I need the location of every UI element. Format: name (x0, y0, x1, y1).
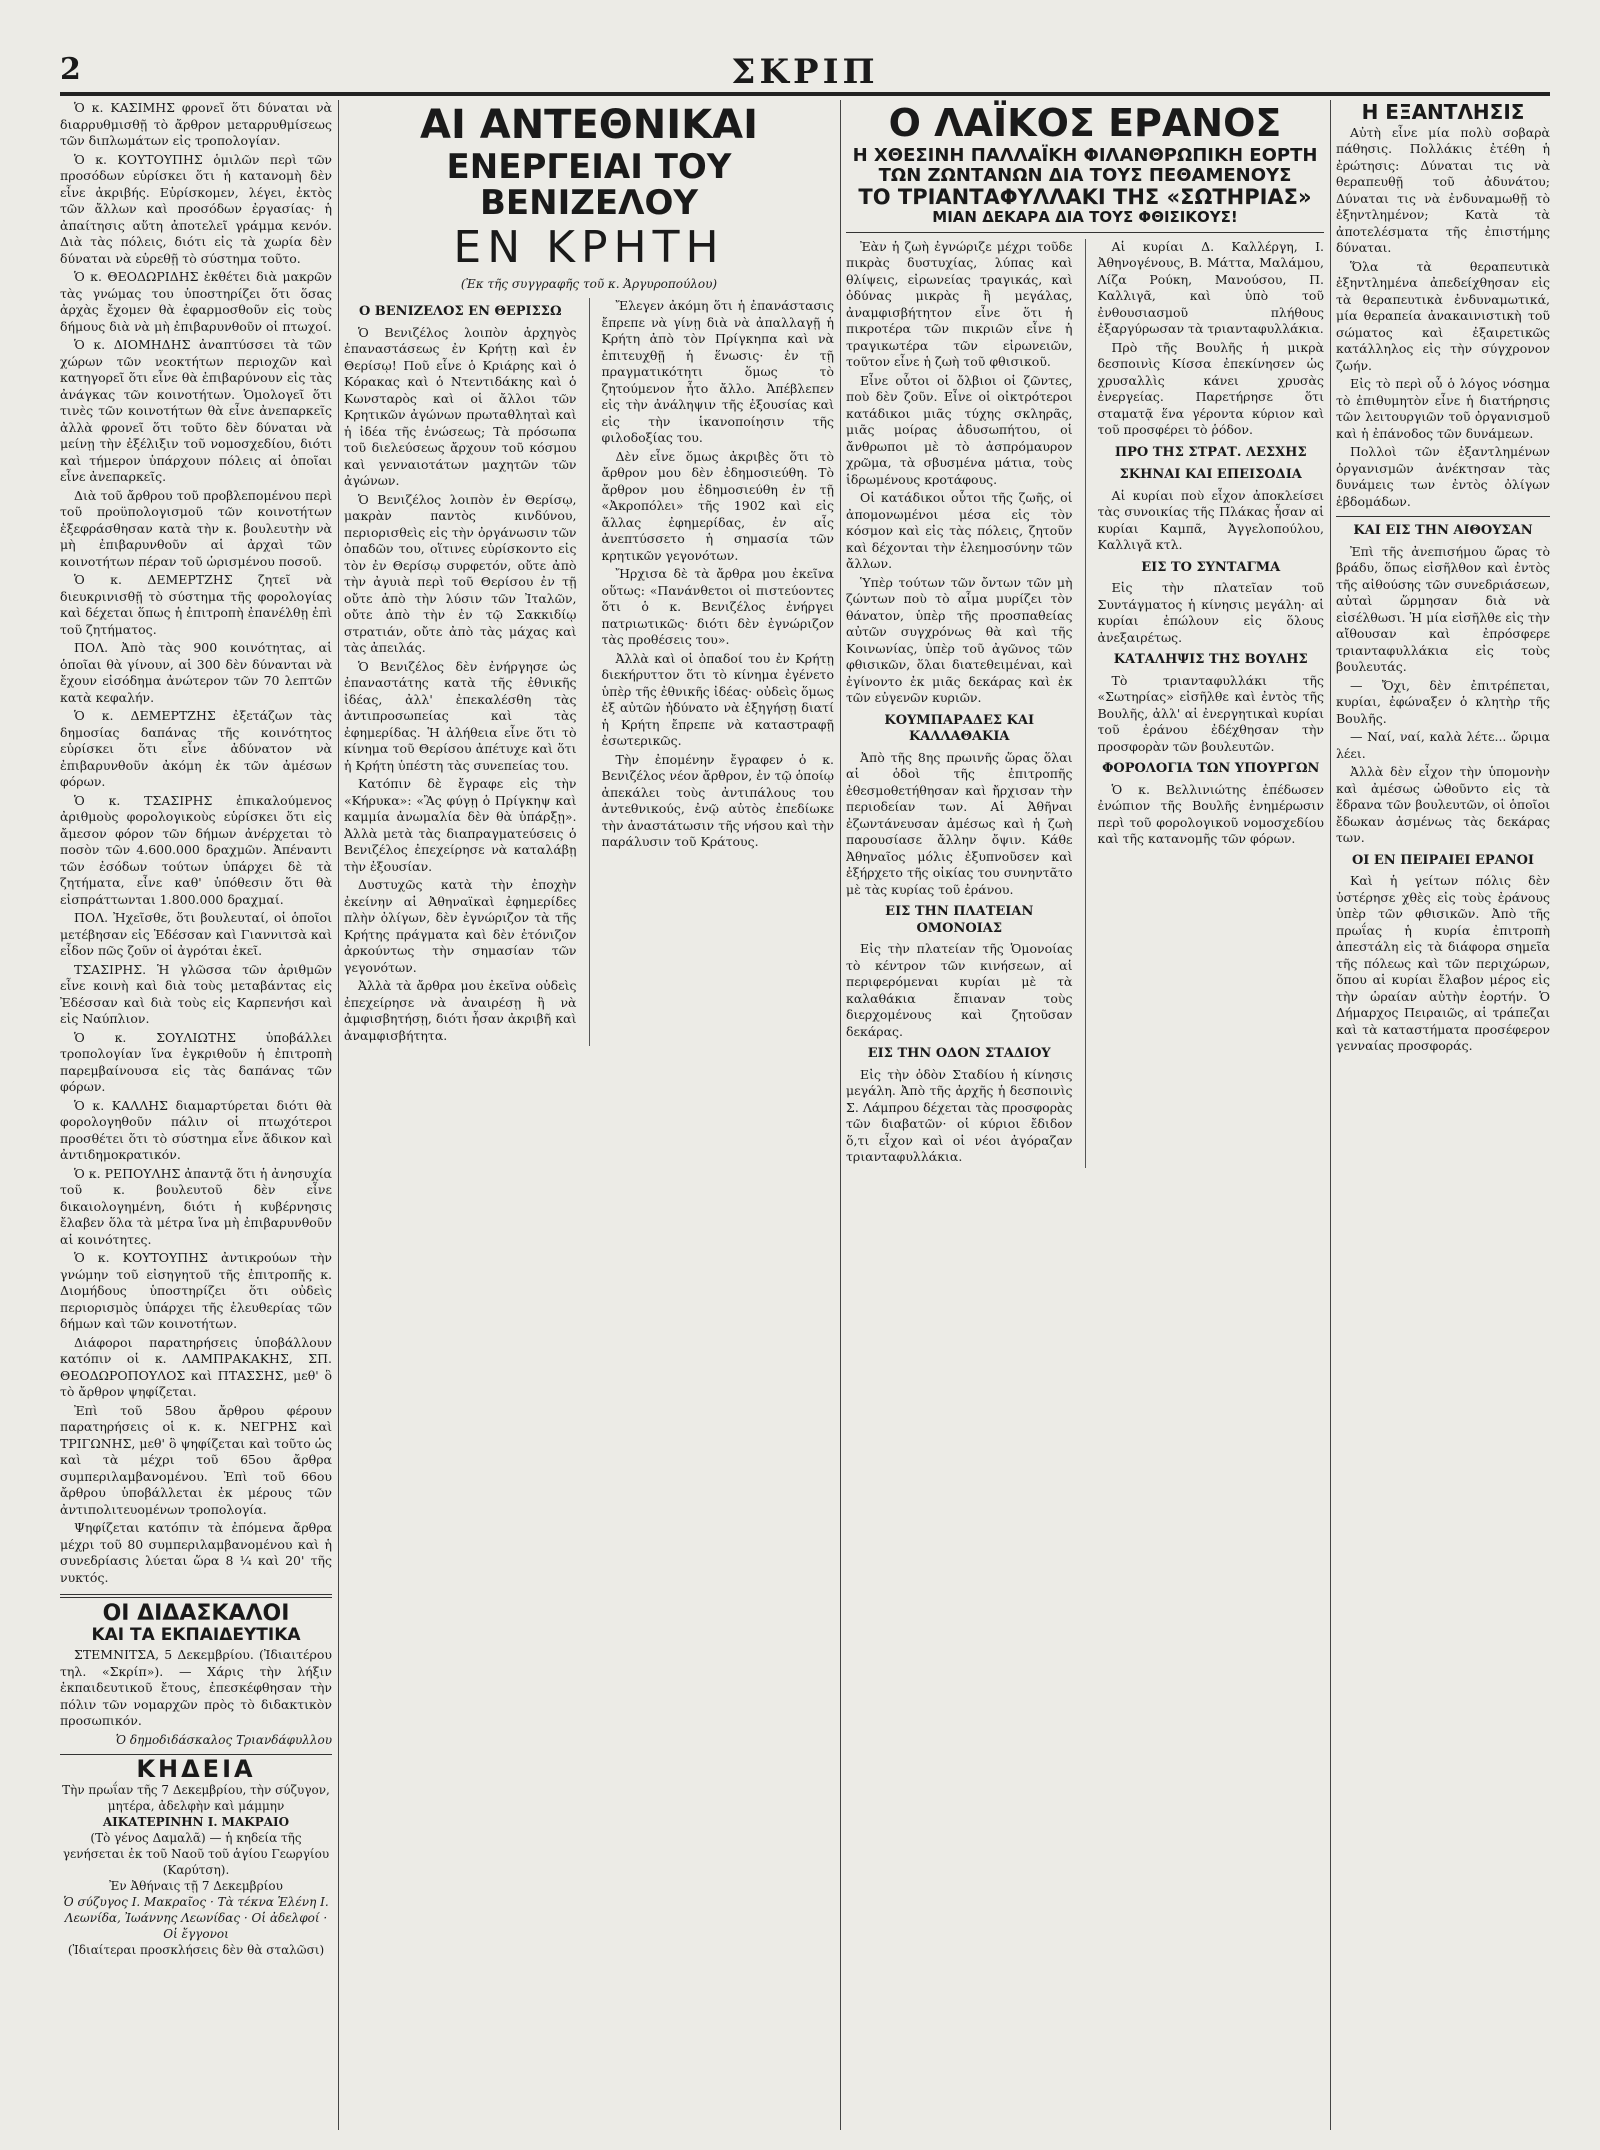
paragraph: Ἀλλὰ δὲν εἶχον τὴν ὑπομονὴν καὶ ἀμέσως ὠθοῦντο εἰς τὰ ἕδρανα τῶν βουλευτῶν, οἱ ὁποῖοι ἔδωκαν ἀσμένως τὰς δεκάρας των. (1336, 764, 1550, 845)
section-heading: ΚΟΥΜΠΑΡΑΔΕΣ ΚΑΙ ΚΑΛΛΑΘΑΚΙΑ (884, 712, 1035, 745)
paragraph: Τὸ τριανταφυλλάκι τῆς «Σωτηρίας» εἰσῆλθε καὶ ἐντὸς τῆς Βουλῆς, ἀλλ' αἱ ἐνεργητικαὶ κυρίαι τοῦ ἐράνου ἐδέχθησαν τὴν προσφορὰν τῶν βουλευτῶν. (1097, 672, 1324, 754)
paragraph: ΠΟΛ. Ἀπὸ τὰς 900 κοινότητας, αἱ ὁποῖαι θὰ γίνουν, αἱ 300 δὲν δύνανται νὰ ἔχουν εἰσόδημα ἀνώτερον τῶν 70 λεπτῶν κατὰ κεφαλήν. (60, 640, 332, 705)
paragraph: Ὅλα τὰ θεραπευτικὰ ἐξηντλημένα ἀπεδείχθησαν εἰς τὰ θεραπευτικὰ ἐνδυναμωτικά, μία θεραπεία ἀνακαινιστικὴ τοῦ σώματος καὶ ἐξαιρετικῶς κατάλληλος εἰς τὴν σύγχρονον ζωήν. (1336, 258, 1550, 373)
headline: Ο ΛΑΪΚΟΣ ΕΡΑΝΟΣ (888, 101, 1282, 145)
paragraph: Ὁ κ. ΣΟΥΛΙΩΤΗΣ ὑποβάλλει τροπολογίαν ἵνα ἐγκριθοῦν ἡ ἐπιτροπὴ παρεμβαίνουσα εἰς τὰς δαπάνας τῶν φόρων. (60, 1029, 332, 1094)
paragraph: Ὁ κ. ΚΟΥΤΟΥΠΗΣ ὁμιλῶν περὶ τῶν προσόδων εὑρίσκει ὅτι ἡ κατανομὴ δὲν εἶνε ἀκριβής. Εὑρίσκομεν, λέγει, ἐκτὸς τῶν ἄλλων καὶ προσόδων ἐργασίας· ἡ ἀπαίτησις αὕτη ἀποτελεῖ γράμμα κενόν. Διὰ τὰς πόλεις, διότι εἰς τὰ χωρία δὲν δύναται νὰ εὑρεθῇ τὸ σύστημα τοῦτο. (60, 151, 332, 266)
paragraph: Ὁ Βενιζέλος λοιπὸν ἐν Θερίσῳ, μακρὰν παντὸς κινδύνου, περιορισθεὶς εἰς τὴν ὀργάνωσιν τῶν ὀπαδῶν του, οἵτινες εὑρίσκοντο εἰς τὸν ἐν Θερίσῳ συρφετόν, οὔτε ἀπὸ τὴν ἀγυιὰ περὶ τοῦ Θερίσου ἐν τῇ οὔτε ἀπὸ τὴν λύσιν τῶν Ἰταλῶν, οὔτε ἀπὸ τὴν ἐν τῷ Σακκιδίῳ στρατιάν, οὔτε ἀπὸ τὰς μάχας καὶ τὰς ἀπειλάς. (344, 491, 577, 656)
paragraph: Αὐτὴ εἶνε μία πολὺ σοβαρὰ πάθησις. Πολλάκις ἐτέθη ἡ ἐρώτησις: Δύναται τις νὰ θεραπευθῇ τοῦ ἀδυνάτου; Δύναται τις νὰ ἐνδυναμωθῇ τὸ ἐξηντλημένον; Κατὰ τὰ ἀποτελέσματα τῆς ἐπιστήμης δύναται. (1336, 124, 1550, 255)
paragraph: Ὁ κ. ΔΙΟΜΗΔΗΣ ἀναπτύσσει τὰ τῶν χώρων τῶν νεοκτήτων περιοχῶν καὶ κατηγορεῖ ὅτι εἶνε θὰ ἐπιβαρύνουν εἰς τὰς ἀνάγκας τῶν κοινοτήτων. Ὁμολογεῖ ὅτι τινὲς τῶν κοινοτήτων θὰ εἶνε ἀνεπαρκεῖς ἀλλὰ φρονεῖ ὅτι τοῦτο δὲν δύναται νὰ μείνῃ τὴν ἐξέλιξιν τοῦ νομοσχεδίου, διότι καὶ τήμερον ὑπάρχουν πόλεις αἱ ὁποῖαι εἶνε ἀνεπαρκεῖς. (60, 337, 332, 484)
funeral-footer: (Ἰδιαίτεραι προσκλήσεις δὲν θὰ σταλῶσι) (67, 1942, 325, 1957)
section-heading: ΕΙΣ ΤΗΝ ΟΔΟΝ ΣΤΑΔΙΟΥ (867, 1046, 1051, 1062)
paper-name: ΣΚΡΙΠ (731, 52, 879, 92)
paragraph: Εἰς τὴν ὁδὸν Σταδίου ἡ κίνησις μεγάλη. Ἀπὸ τῆς ἀρχῆς ἡ δεσποινὶς Σ. Λάμπρου δέχεται τὰς προσφορὰς τῶν διαβατῶν· οἱ κύριοι ἔδιδον ὅ,τι εἶχον καὶ οἱ νέοι ἀγόραζαν τριανταφυλλάκια. (846, 1066, 1073, 1165)
headline: ΤΟ ΤΡΙΑΝΤΑΦΥΛΛΑΚΙ ΤΗΣ «ΣΩΤΗΡΙΑΣ» (858, 184, 1312, 209)
section-heading: ΦΟΡΟΛΟΓΙΑ ΤΩΝ ΥΠΟΥΡΓΩΝ (1102, 761, 1320, 777)
paragraph: Οἱ κατάδικοι οὗτοι τῆς ζωῆς, οἱ ἀπομονωμένοι μέσα εἰς τὸν κόσμον καὶ εἰς τὰς πόλεις, ζητοῦν καὶ δέχονται τὴν ἐλεημοσύνην τῶν ἄλλων. (846, 490, 1073, 572)
funeral-heading: ΚΗΔΕΙΑ (136, 1755, 256, 1783)
paragraph: Ἐπὶ τῆς ἀνεπισήμου ὥρας τὸ βράδυ, ὅπως εἰσῆλθον καὶ ἐντὸς τῆς αἰθούσης τῶν συνεδριάσεων, αὐταὶ ὥρμησαν διὰ νὰ εἰσέλθωσι. Ἡ μία εἰσῆλθε εἰς τὴν αἴθουσαν καὶ ἐπρόσφερε τριανταφυλλάκια εἰς τοὺς βουλευτάς. (1336, 543, 1550, 674)
page-number: 2 (60, 52, 81, 87)
column-divider (338, 100, 339, 2130)
paragraph: Δυστυχῶς κατὰ τὴν ἐποχὴν ἐκείνην αἱ Ἀθηναϊκαὶ ἐφημερίδες πλὴν ὀλίγων, δὲν ἐγνώριζον τὰ τῆς Κρήτης πράγματα καὶ δὲν ἐτόνιζον ἀρκούντως τὴν σημασίαν τῶν γεγονότων. (344, 877, 577, 975)
column-charity (846, 100, 1324, 2130)
paragraph: Ἔλεγεν ἀκόμη ὅτι ἡ ἐπανάστασις ἔπρεπε νὰ γίνῃ διὰ νὰ ἀπαλλαγῇ ἡ Κρήτη ἀπὸ τὸν Πρίγκηπα καὶ νὰ ἐπιτευχθῇ ἡ ἕνωσις· ἐν τῇ πραγματικότητι ὅμως τὸ ζητούμενον ἦτο ἄλλο. Ἀπέβλεπεν εἰς τὴν ἀνάληψιν τῆς ἐξουσίας καὶ εἰς τὴν ἱκανοποίησιν τῆς φιλοδοξίας του. (601, 298, 834, 446)
paragraph: Ὁ κ. ΡΕΠΟΥΛΗΣ ἀπαντᾷ ὅτι ἡ ἀνησυχία τοῦ κ. βουλευτοῦ δὲν εἶνε δικαιολογημένη, διότι ἡ κυβέρνησις ἔλαβεν ὅλα τὰ μέτρα ἵνα μὴ ἐπιβαρυνθοῦν αἱ κοινότητες. (60, 1165, 332, 1247)
masthead (60, 52, 1550, 90)
byline: (Ἐκ τῆς συγγραφῆς τοῦ κ. Ἀργυροπούλου) (460, 276, 718, 291)
headline: ΤΩΝ ΖΩΝΤΑΝΩΝ ΔΙΑ ΤΟΥΣ ΠΕΘΑΜΕΝΟΥΣ (878, 165, 1292, 187)
headline: ΜΙΑΝ ΔΕΚΑΡΑ ΔΙΑ ΤΟΥΣ ΦΘΙΣΙΚΟΥΣ! (932, 208, 1238, 227)
paragraph: Ὁ κ. ΘΕΟΔΩΡΙΔΗΣ ἐκθέτει διὰ μακρῶν τὰς γνώμας του ὑποστηρίζει ὅτι ὅσας ἀρχὰς ἔχομεν θὰ ἐφαρμοσθοῦν εἰς τοὺς δήμους διὰ νὰ μὴ ἐπιβαρυνθοῦν οἱ πτωχοί. (60, 269, 332, 334)
paragraph: Ὁ κ. Βελλινιώτης ἐπέδωσεν ἐνώπιον τῆς Βουλῆς ἐνημέρωσιν περὶ τοῦ φορολογικοῦ νομοσχεδίου καὶ τῆς κατανομῆς τῶν φόρων. (1097, 781, 1324, 847)
paragraph: Ὁ κ. ΚΟΥΤΟΥΠΗΣ ἀντικρούων τὴν γνώμην τοῦ εἰσηγητοῦ τῆς ἐπιτροπῆς κ. Διομήδους ὑποστηρίζει ὅτι οὐδεὶς περιορισμὸς ὑπάρχει τῆς ἐλευθερίας τῶν δήμων καὶ τῶν κοινοτήτων. (60, 1250, 332, 1331)
inner-divider (1085, 239, 1086, 1168)
headline: ΑΙ ΑΝΤΕΘΝΙΚΑΙ (419, 102, 758, 148)
paragraph: — Ναί, ναί, καλὰ λέτε... ὥριμα λέει. (1336, 729, 1550, 761)
paragraph: ΤΣΑΣΙΡΗΣ. Ἡ γλῶσσα τῶν ἀριθμῶν εἶνε κοινὴ καὶ διὰ τοὺς μεταβάντας εἰς Ἐδέσσαν καὶ διὰ τοὺς εἰς Καρπενήσι καὶ εἰς Ναύπλιον. (60, 961, 332, 1026)
paragraph: Τὴν ἐπομένην ἔγραφεν ὁ κ. Βενιζέλος νέον ἄρθρον, ἐν τῷ ὁποίῳ ἀπεκάλει τοὺς ἀντιπάλους του ἀντεθνικούς, ἐνῷ αὐτὸς ἐπεδίωκε τὴν ἀναστάτωσιν τῆς νήσου καὶ τὴν παράλυσιν τοῦ Κράτους. (601, 751, 834, 850)
paragraph: Ὁ κ. ΚΑΣΙΜΗΣ φρονεῖ ὅτι δύναται νὰ διαρρυθμισθῇ τὸ ἄρθρον μεταρρυθμίσεως τῶν διπλωμάτων εἰς τροπολογίαν. (60, 100, 332, 148)
paragraph: Διὰ τοῦ ἄρθρου τοῦ προβλεπομένου περὶ τοῦ προϋπολογισμοῦ τῶν κοινοτήτων ἐξεφράσθησαν κατὰ τὴν κ. βουλευτὴν νὰ μὴ ἐπιβαρυνθοῦν αἱ ἀρχαὶ τῶν κοινοτήτων πέραν τοῦ ὡρισμένου ποσοῦ. (60, 487, 332, 569)
funeral-name: ΑΙΚΑΤΕΡΙΝΗΝ Ι. ΜΑΚΡΑΙΟ (102, 1814, 290, 1829)
paragraph: ΠΟΛ. Ἠχεῖσθε, ὅτι βουλευταί, οἱ ὁποῖοι μετέβησαν εἰς Ἐδέσσαν καὶ Γιαννιτσὰ καὶ εἶδον πῶς ζοῦν οἱ ἀγρόται ἐκεῖ. (60, 910, 332, 958)
column-parliament (60, 100, 332, 2130)
paragraph: Εἶνε οὗτοι οἱ ὄλβιοι οἱ ζῶντες, ποὺ δὲν ζοῦν. Εἶνε οἱ οἰκτρότεροι κατάδικοι μιᾶς τύχης σκληρᾶς, μιᾶς μοίρας ἀδυσωπήτου, οἱ ἄνθρωποι μὲ τὸ ἀσπρόμαυρον χρῶμα, τὰ σβυσμένα μάτια, τοὺς ἱδρωμένους κροτάφους. (846, 372, 1073, 487)
masthead-rule (60, 92, 1550, 96)
teachers-signature: Ὁ δημοδιδάσκαλος Τριανδάφυλλου (115, 1732, 332, 1747)
paragraph: Ἐὰν ἡ ζωὴ ἐγνώριζε μέχρι τοῦδε πικρὰς δυστυχίας, λύπας καὶ θλίψεις, εἰρωνείας τραγικάς, καὶ ὀδύνας μικρὰς ἢ μεγάλας, ἀναμφισβήτητον εἶνε ὅτι ἡ πικροτέρα τῶν πικριῶν εἶνε ἡ τραγικωτέρα τῶν εἰρωνειῶν, τοῦτον εἶνε ἡ ζωὴ τοῦ φθισικοῦ. (846, 238, 1073, 370)
section-heading: ΕΙΣ ΤΗΝ ΠΛΑΤΕΙΑΝ ΟΜΟΝΟΙΑΣ (885, 904, 1034, 936)
paragraph: Καὶ ἡ γείτων πόλις δὲν ὑστέρησε χθὲς εἰς τοὺς ἐράνους ὑπὲρ τῶν φθισικῶν. Ἀπὸ τῆς πρωΐας ἡ κυρία ἐπιτροπὴ ἀπεστάλη εἰς τὰ διάφορα σημεῖα τῆς πόλεως καὶ τῶν περιχώρων, ὅπου αἱ κυρίαι ἔλαβον μέρος εἰς τὴν ὡραίαν αὐτὴν ἐορτήν. Ὁ Δήμαρχος Πειραιῶς, αἱ τράπεζαι καὶ τὰ καταστήματα προσέφερον γενναίας προσφοράς. (1336, 873, 1550, 1053)
paragraph: Ἀλλὰ τὰ ἄρθρα μου ἐκεῖνα οὐδεὶς ἐπεχείρησε νὰ ἀναιρέσῃ ἢ νὰ ἀμφισβητήσῃ, διότι ἦσαν ἀκριβῆ καὶ ἀναμφισβήτητα. (344, 978, 577, 1043)
paragraph: Εἰς τὸ περὶ οὗ ὁ λόγος νόσημα τὸ ἐπιθυμητὸν εἶνε ἡ διατήρησις τῶν λειτουργιῶν τοῦ ὀργανισμοῦ καὶ ἡ ἐπάνοδος τῶν δυνάμεων. (1336, 376, 1550, 441)
headline: Η ΧΘΕΣΙΝΗ ΠΑΛΛΑΪΚΗ ΦΙΛΑΝΘΡΩΠΙΚΗ ΕΟΡΤΗ (852, 144, 1318, 166)
paragraph: Ὁ κ. ΤΣΑΣΙΡΗΣ ἐπικαλούμενος ἀριθμοὺς φορολογικοὺς εὑρίσκει ὅτι εἰς ἄμεσον φόρον τῶν δήμων ἀνέρχεται τὸ ποσὸν τῶν 4.600.000 δραχμῶν. Ἀπέναντι τῶν ἐσόδων τούτων ὑπάρχει δὲ τὰ ζητήματα, εἶνε καθ' ὑπόθεσιν ὅτι θὰ εἰσπράττωνται 1.800.000 δραχμαί. (60, 792, 332, 907)
subheading: Ο ΒΕΝΙΖΕΛΟΣ ΕΝ ΘΕΡΙΣΣΩ (358, 304, 562, 320)
headline: ΕΝ ΚΡΗΤΗ (453, 222, 725, 274)
article-right (1098, 239, 1325, 1168)
paragraph: Ὁ κ. ΚΑΛΛΗΣ διαμαρτύρεται διότι θὰ φορολογηθοῦν πάλιν οἱ πτωχότεροι προσθέτει ὅτι τὸ σύστημα εἶνε ἄδικον καὶ ἀντιδημοκρατικόν. (60, 1097, 332, 1162)
column-venizelos (344, 100, 834, 2130)
paragraph: Ἐπὶ τοῦ 58ου ἄρθρου φέρουν παρατηρήσεις οἱ κ. κ. ΝΕΓΡΗΣ καὶ ΤΡΙΓΩΝΗΣ, μεθ' ὃ ψηφίζεται καὶ τοῦτο ὡς καὶ τὰ μέχρι τοῦ 65ου ἄρθρα συμπεριλαμβανομένου. Ἐπὶ τοῦ 66ου ἄρθρου ὑποβάλλεται ἐκ μέρους τῶν ἀντιπολιτευομένων τροπολογία. (60, 1402, 332, 1517)
paragraph: Ὁ κ. ΔΕΜΕΡΤΖΗΣ ζητεῖ νὰ διευκρινισθῇ τὸ σύστημα τῆς φορολογίας καὶ δέχεται ὅπως ἡ ἐπιτροπὴ ἐπανέλθῃ ἐπὶ τοῦ ζητήματος. (60, 572, 332, 637)
column-divider (840, 100, 841, 2130)
section-heading: ΠΡΟ ΤΗΣ ΣΤΡΑΤ. ΛΕΣΧΗΣ (1114, 444, 1307, 460)
paragraph: Ψηφίζεται κατόπιν τὰ ἐπόμενα ἄρθρα μέχρι τοῦ 80 συμπεριλαμβανομένου καὶ ἡ συνεδρίασις λύεται ὥρα 8 ¼ καὶ 20' τῆς νυκτός. (60, 1520, 332, 1585)
paragraph: Ὁ κ. ΔΕΜΕΡΤΖΗΣ ἐξετάζων τὰς δημοσίας δαπάνας τῆς κοινότητος εὑρίσκει ὅτι εἶνε ἀδύνατον νὰ ἐπιβαρυνθοῦν ἀκόμη ἐκ τῶν ἀμέσων φόρων. (60, 708, 332, 789)
paragraph: Ἤρχισα δὲ τὰ ἄρθρα μου ἐκεῖνα οὕτως: «Πανάνθετοι οἱ πιστεύοντες ὅτι ὁ κ. Βενιζέλος ἐνήργει πατριωτικῶς· διότι δὲν ἐγνώριζον τὰς προθέσεις του». (601, 566, 834, 648)
teachers-subheading: ΚΑΙ ΤΑ ΕΚΠΑΙΔΕΥΤΙΚΑ (91, 1624, 301, 1645)
article-body (846, 239, 1324, 1168)
paragraph: Ἀπὸ τῆς 8ης πρωινῆς ὥρας ὅλαι αἱ ὁδοὶ τῆς ἐπιτροπῆς ἐθεσμοθετήθησαν καὶ ἤρχισαν τὴν περιοδείαν των. Αἱ Ἀθῆναι ἐζωντάνευσαν ἀμέσως καὶ ἡ ζωὴ παρουσίασε ἄλλην ὄψιν. Κάθε Ἀθηναῖος μόλις ἐξυπνοῦσεν καὶ ἐξήρχετο τῆς οἰκίας του συνηντᾶτο μὲ τὰς κυρίας τοῦ ἐράνου. (846, 749, 1073, 897)
paragraph: Αἱ κυρίαι Δ. Καλλέργη, Ι. Ἀθηνογένους, Β. Μάττα, Μαλάμου, Λίζα Ρούκη, Μανούσου, Π. Καλλιγᾶ, καὶ ὑπὸ τοῦ ἐνθουσιασμοῦ πλήθους ἐξαργύρωσαν τὰ τριανταφυλλάκια. (1097, 238, 1324, 337)
paragraph: Ἀλλὰ καὶ οἱ ὀπαδοί του ἐν Κρήτῃ διεκήρυττον ὅτι τὸ κίνημα ἐγένετο ὑπὲρ τῆς ἐθνικῆς ἰδέας· οὐδεὶς ὅμως ἐξ αὐτῶν ἠδύνατο νὰ ἐξηγήσῃ διατί ἡ Κρήτη ἔπρεπε νὰ καταστραφῇ ἐσωτερικῶς. (601, 650, 834, 749)
paragraph: Δὲν εἶνε ὅμως ἀκριβὲς ὅτι τὸ ἄρθρον μου δὲν ἐδημοσιεύθη. Τὸ ἄρθρον μου ἐδημοσιεύθη ἐν τῇ «Ἀκροπόλει» τῆς 1902 καὶ εἰς ἄλλας ἐφημερίδας, ἐν αἷς ἀνεπτύσσετο ἡ σημασία τῶν κρητικῶν γεγονότων. (601, 448, 834, 563)
section-heading: Η ΕΞΑΝΤΛΗΣΙΣ (1361, 100, 1525, 124)
section-heading: ΕΙΣ ΤΟ ΣΥΝΤΑΓΜΑ (1141, 559, 1281, 575)
inner-divider (589, 298, 590, 1046)
teachers-heading: ΟΙ ΔΙΔΑΣΚΑΛΟΙ (102, 1601, 290, 1626)
funeral-date: Ἐν Ἀθήναις τῇ 7 Δεκεμβρίου (109, 1878, 283, 1893)
paragraph: Αἱ κυρίαι ποὺ εἶχον ἀποκλείσει τὰς συνοικίας τῆς Πλάκας ἦσαν αἱ κυρίαι Καμπᾶ, Ἀγγελοπούλου, Καλλιγᾶ κτλ. (1097, 487, 1324, 553)
section-rule (60, 1594, 332, 1598)
paragraph: Κατόπιν δὲ ἔγραφε εἰς τὴν «Κήρυκα»: «Ἂς φύγῃ ὁ Πρίγκηψ καὶ καμμία ἀνωμαλία δὲν θὰ ὑπάρξῃ». Ἀλλὰ μετὰ τὰς διαπραγματεύσεις ὁ Βενιζέλος ἐπεχείρησε νὰ καταλάβῃ τὴν ἐξουσίαν. (344, 776, 577, 874)
headline: ΕΝΕΡΓΕΙΑΙ ΤΟΥ ΒΕΝΙΖΕΛΟΥ (446, 147, 732, 223)
section-heading: ΚΑΤΑΛΗΨΙΣ ΤΗΣ ΒΟΥΛΗΣ (1113, 652, 1308, 668)
section-rule (1336, 516, 1550, 517)
paragraph: Πολλοὶ τῶν ἐξαντλημένων ὀργανισμῶν ἀνέκτησαν τὰς δυνάμεις των ἐντὸς ὀλίγων ἑβδομάδων. (1336, 444, 1550, 509)
paragraph: Πρὸ τῆς Βουλῆς ἡ μικρὰ δεσποινὶς Κίσσα ἐπεκίνησεν ὡς χρυσαλλὶς κάνει χρυσὰς ἐνεργείας. Παρετήρησε ὅτι σταματᾷ ἕνα γέροντα κύριον καὶ τοῦ προσφέρει τὸ ῥόδον. (1097, 339, 1324, 438)
funeral-notice (60, 1782, 332, 1958)
funeral-family: Ὁ σύζυγος Ι. Μακραῖος · Τὰ τέκνα Ἑλένη Ι. Λεωνίδα, Ἰωάννης Λεωνίδας · Οἱ ἀδελφοί · Οἱ ἔγγονοι (63, 1894, 329, 1941)
paragraph: Διάφοροι παρατηρήσεις ὑποβάλλουν κατόπιν οἱ κ. ΛΑΜΠΡΑΚΑΚΗΣ, ΣΠ. ΘΕΟΔΩΡΟΠΟΥΛΟΣ καὶ ΠΤΑΣΣΗΣ, μεθ' ὃ τὸ ἄρθρον ψηφίζεται. (60, 1334, 332, 1399)
column-divider (1330, 100, 1331, 2130)
paragraph: Εἰς τὴν πλατεῖαν τοῦ Συντάγματος ἡ κίνησις μεγάλη· αἱ κυρίαι ἐπώλουν εἰς ὅλους ἀνεξαιρέτως. (1097, 580, 1324, 645)
article-left (846, 239, 1073, 1168)
paragraph: Ὁ Βενιζέλος λοιπὸν ἀρχηγὸς ἐπαναστάσεως ἐν Κρήτῃ καὶ ἐν Θερίσῳ! Ποῦ εἶνε ὁ Κριάρης καὶ ὁ Κόρακας καὶ ὁ Ντεντιδάκης καὶ ὁ Κωνσταρὸς καὶ οἱ ἄλλοι τῶν Κρητικῶν ἀγώνων πρωταθληταὶ καὶ ἡ ἰδέα τῆς ἑνώσεως; Τὰ πρόσωπα τοῦ διελεύσεως ἄρχουν τοῦ κόσμου καὶ γενναιοτάτων μαχητῶν τῶν ἀγώνων. (344, 324, 577, 489)
paragraph: — Ὄχι, δὲν ἐπιτρέπεται, κυρίαι, ἐφώναξεν ὁ κλητὴρ τῆς Βουλῆς. (1336, 677, 1550, 726)
article-body (344, 298, 834, 1046)
paragraph: Ὁ Βενιζέλος δὲν ἐνήργησε ὡς ἐπαναστάτης κατὰ τῆς ἐθνικῆς ἰδέας, ἀλλ' ἐπεκαλέσθη τὰς ἀντιπροσωπείας καὶ τὰς ἐφημερίδας. Ἡ ἀλήθεια εἶνε ὅτι τὸ κίνημα τοῦ Θερίσου ἀπέτυχε καὶ ὅτι ἡ Κρήτη ὑπέστη τὰς συνεπείας του. (344, 658, 577, 773)
teachers-text: ΣΤΕΜΝΙΤΣΑ, 5 Δεκεμβρίου. (Ἰδιαιτέρου τηλ. «Σκρίπ»). — Χάρις τὴν λήξιν ἐκπαιδευτικοῦ ἔτους, ἐπεσκέφθησαν τὴν πόλιν τῶν νομαρχῶν πρὸς τὸ διδακτικὸν προσωπικόν. (60, 1647, 332, 1728)
article-left (344, 298, 577, 1046)
article-right (602, 298, 835, 1046)
funeral-text: Τὴν πρωΐαν τῆς 7 Δεκεμβρίου, τὴν σύζυγον, μητέρα, ἀδελφὴν καὶ μάμμην (62, 1782, 330, 1813)
section-heading: ΣΚΗΝΑΙ ΚΑΙ ΕΠΕΙΣΟΔΙΑ (1119, 467, 1302, 483)
parliament-report (60, 100, 332, 1586)
section-rule (846, 232, 1324, 233)
paragraph: Ὑπὲρ τούτων τῶν ὄντων τῶν μὴ ζώντων ποὺ τὸ αἷμα μυρίζει τὸν θάνατον, ὑπὲρ τῆς προσπαθείας αὐτῶν συγχρόνως θὰ καὶ τῆς Κοινωνίας, ὑπὲρ τοῦ ἀγῶνος τῶν φθισικῶν, ὅλαι διατεθειμέναι, καὶ ἐγίνοντο ἐκ μιᾶς δεκάρας καὶ ἐκ τῶν εὐγενῶν κυριῶν. (846, 574, 1073, 706)
section-heading: ΚΑΙ ΕΙΣ ΤΗΝ ΑΙΘΟΥΣΑΝ (1353, 523, 1533, 538)
column-exhaustion (1336, 100, 1550, 2130)
section-heading: ΟΙ ΕΝ ΠΕΙΡΑΙΕΙ ΕΡΑΝΟΙ (1351, 852, 1535, 868)
paragraph: Εἰς τὴν πλατείαν τῆς Ὁμονοίας τὸ κέντρον τῶν κινήσεων, αἱ περιφερόμεναι κυρίαι μὲ τὰ καλαθάκια ἔπιαναν τοὺς διερχομένους καὶ ζητοῦσαν δεκάρας. (846, 941, 1073, 1039)
funeral-details: (Τὸ γένος Δαμαλᾶ) — ἡ κηδεία τῆς γενήσεται ἐκ τοῦ Ναοῦ τοῦ ἁγίου Γεωργίου (Καρύτση). (62, 1830, 330, 1877)
